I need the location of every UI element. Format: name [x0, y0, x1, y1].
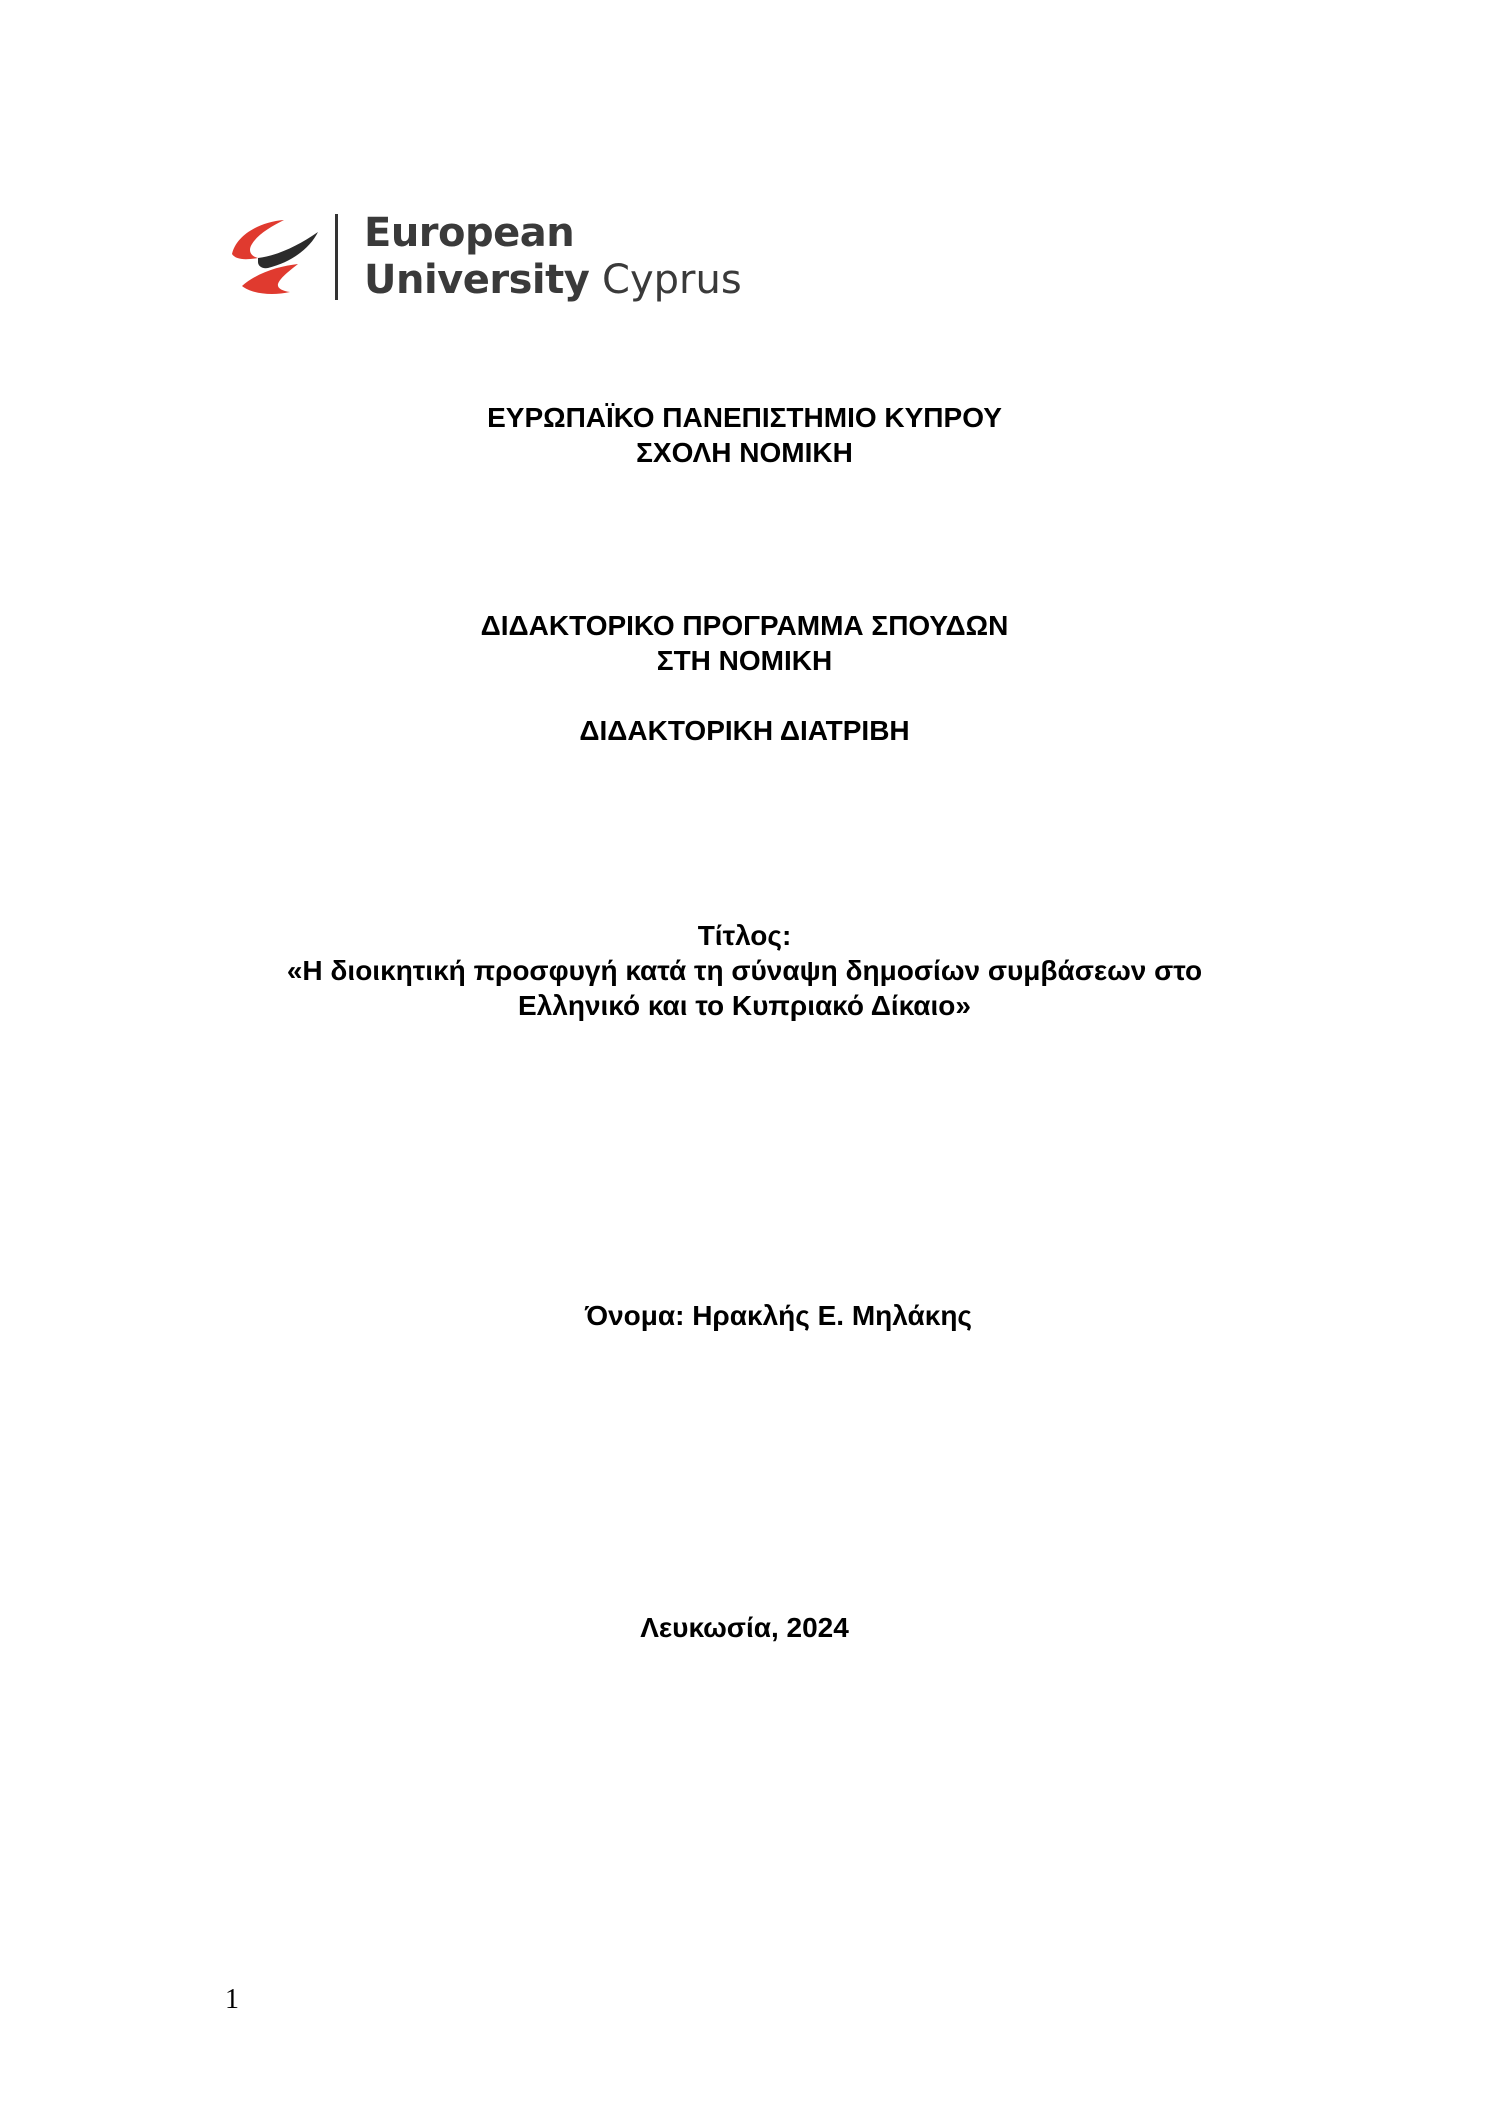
page-number: 1	[225, 1984, 239, 2015]
document-type: ΔΙΔΑΚΤΟΡΙΚΗ ΔΙΑΤΡΙΒΗ	[579, 715, 910, 746]
place-and-date: Λευκωσία, 2024	[640, 1612, 849, 1643]
logo-divider	[335, 214, 338, 300]
school-name: ΣΧΟΛΗ ΝΟΜΙΚΗ	[636, 437, 853, 468]
program-line-1: ΔΙΔΑΚΤΟΡΙΚΟ ΠΡΟΓΡΑΜΜΑ ΣΠΟΥΔΩΝ	[480, 610, 1009, 641]
logo-word-line2	[364, 257, 742, 304]
european-university-cyprus-logo-mark	[228, 214, 320, 296]
program-heading	[0, 608, 1489, 678]
program-line-2: ΣΤΗ ΝΟΜΙΚΗ	[656, 645, 833, 676]
university-logo	[228, 208, 742, 308]
logo-word-cyprus: Cyprus	[602, 257, 742, 303]
thesis-title-line-2: Ελληνικό και το Κυπριακό Δίκαιο»	[518, 990, 971, 1021]
university-name: ΕΥΡΩΠΑΪΚΟ ΠΑΝΕΠΙΣΤΗΜΙΟ ΚΥΠΡΟΥ	[487, 402, 1002, 433]
logo-word-european: European	[364, 210, 575, 256]
author-name: Όνομα: Ηρακλής Ε. Μηλάκης	[585, 1300, 972, 1331]
thesis-title	[0, 953, 1489, 1023]
thesis-title-line-1: «Η διοικητική προσφυγή κατά τη σύναψη δημοσίων συμβάσεων στο	[286, 955, 1203, 986]
title-label: Τίτλος:	[697, 920, 792, 951]
logo-wordmark	[364, 210, 742, 304]
institution-heading	[0, 400, 1489, 470]
logo-word-university: University	[364, 257, 590, 303]
